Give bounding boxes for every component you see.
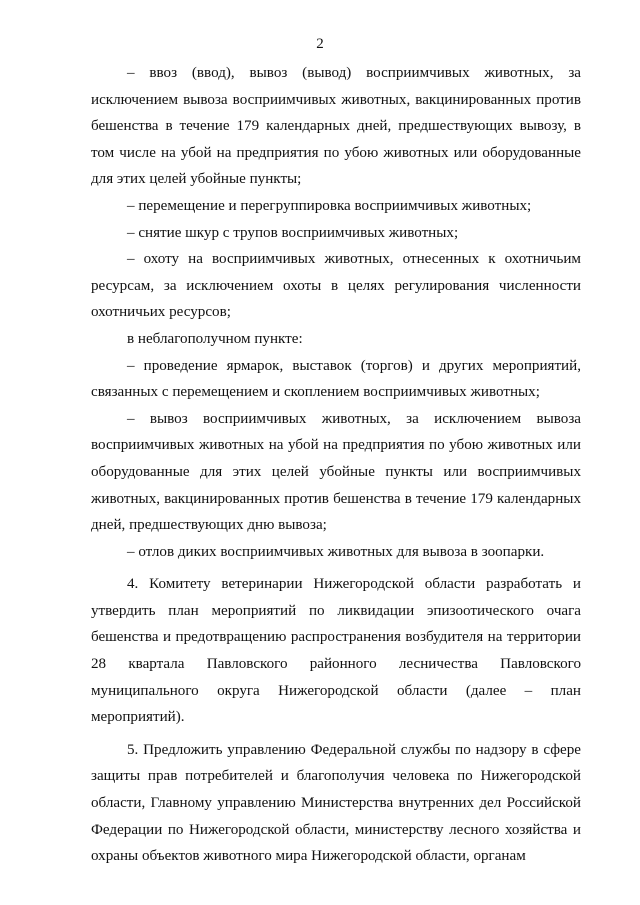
paragraph: 5. Предложить управлению Федеральной службы по надзору в сфере защиты прав потребителей и благополучия человека по Нижегородской области, Главному управлению Министерства внутренних дел Российской Федерации по Нижегородской области, министерству лесного хозяйства и охраны объектов животного мира Нижегородской области, органам [91,741,581,865]
paragraph: – охоту на восприимчивых животных, отнесенных к охотничьим ресурсам, за исключением охоты в целях регулирования численности охотничьих ресурсов; [91,251,581,321]
paragraph: – ввоз (ввод), вывоз (вывод) восприимчивых животных, за исключением вывоза восприимчивых животных, вакцинированных против бешенства в течение 179 календарных дней, предшествующих вывозу, в том числе на убой на предприятия по убою животных или оборудованные для этих целей убойные пункты; [91,65,581,188]
paragraph: – снятие шкур с трупов восприимчивых животных; [127,224,459,241]
paragraph: – перемещение и перегруппировка восприимчивых животных; [127,197,532,214]
paragraph: – отлов диких восприимчивых животных для вывоза в зоопарки. [127,543,545,560]
paragraph: в неблагополучном пункте: [127,330,303,347]
document-body [91,60,581,870]
paragraph: – проведение ярмарок, выставок (торгов) и других мероприятий, связанных с перемещением и скоплением восприимчивых животных; [91,357,581,401]
paragraph: – вывоз восприимчивых животных, за исключением вывоза восприимчивых животных на убой на предприятия по убою животных или оборудованные для этих целей убойные пункты или восприимчивых животных, вакцинированных против бешенства в течение 179 календарных дней, предшествующих дню вывоза; [91,410,581,534]
page-number: 2 [316,36,324,52]
paragraph: 4. Комитету ветеринарии Нижегородской области разработать и утвердить план мероприятий по ликвидации эпизоотического очага бешенства и предотвращению распространения возбудителя на территории 28 квартала Павловского районного лесничества Павловского муниципального округа Нижегородской области (далее – план мероприятий). [91,576,581,726]
